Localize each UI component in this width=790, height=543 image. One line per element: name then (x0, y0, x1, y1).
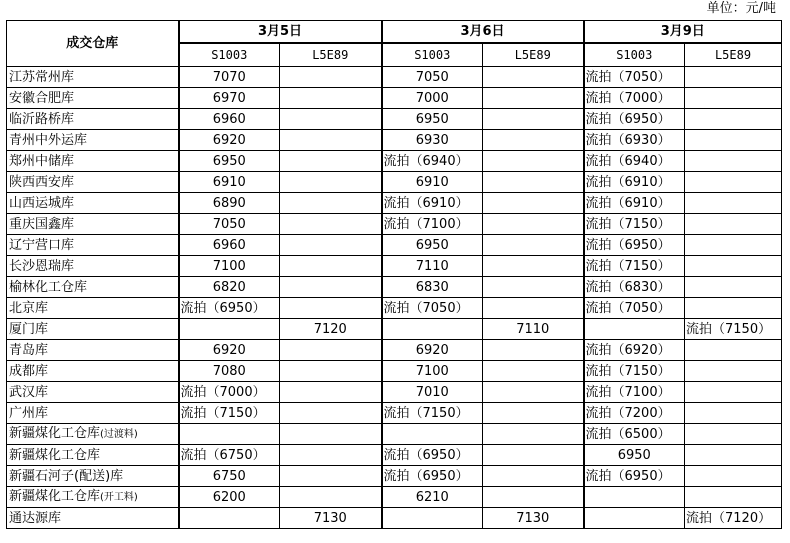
price-cell (685, 340, 782, 361)
warehouse-name-cell (7, 256, 179, 277)
price-cell (179, 424, 280, 445)
warehouse-name: 陕西西安库 (9, 174, 75, 190)
table-row (7, 319, 782, 340)
warehouse-name-cell (7, 172, 179, 193)
price-cell: 流拍（7100） (584, 382, 685, 403)
table-row (7, 361, 782, 382)
price-cell: 6950 (382, 109, 483, 130)
price-cell: 6960 (179, 109, 280, 130)
price-cell: 流拍（7050） (584, 298, 685, 319)
price-cell (280, 277, 382, 298)
price-cell (382, 424, 483, 445)
warehouse-name: 新疆石河子(配送)库 (9, 468, 124, 484)
table-row (7, 193, 782, 214)
table-row (7, 235, 782, 256)
price-cell: 6920 (179, 340, 280, 361)
warehouse-name: 临沂路桥库 (9, 111, 75, 127)
price-cell: 7000 (382, 88, 483, 109)
price-cell: 流拍（7120） (685, 508, 782, 529)
price-cell (685, 298, 782, 319)
price-cell (685, 445, 782, 466)
price-cell: 6920 (179, 130, 280, 151)
price-cell (483, 193, 584, 214)
price-cell (280, 487, 382, 508)
warehouse-name-cell (7, 319, 179, 340)
price-cell (685, 109, 782, 130)
price-cell (483, 340, 584, 361)
price-cell (584, 487, 685, 508)
price-cell (280, 172, 382, 193)
price-cell (280, 67, 382, 88)
price-cell: 流拍（7150） (584, 256, 685, 277)
price-cell: 6910 (179, 172, 280, 193)
price-cell: 流拍（6910） (584, 193, 685, 214)
warehouse-name-cell (7, 151, 179, 172)
price-cell: 7070 (179, 67, 280, 88)
table-row (7, 256, 782, 277)
price-cell (483, 424, 584, 445)
warehouse-name: 江苏常州库 (9, 69, 75, 85)
warehouse-name: 北京库 (9, 300, 49, 316)
table-row (7, 403, 782, 424)
table-row (7, 277, 782, 298)
table-row (7, 109, 782, 130)
price-cell (280, 109, 382, 130)
warehouse-name: 新疆煤化工仓库 (9, 426, 101, 441)
code-header: L5E89 (280, 43, 382, 67)
price-cell: 6960 (179, 235, 280, 256)
price-cell: 7010 (382, 382, 483, 403)
price-cell (685, 382, 782, 403)
price-cell (483, 445, 584, 466)
price-cell: 流拍（6500） (584, 424, 685, 445)
price-cell (280, 130, 382, 151)
warehouse-name: 山西运城库 (9, 195, 75, 211)
code-header: S1003 (584, 43, 685, 67)
warehouse-name: 长沙恩瑞库 (9, 258, 75, 274)
price-cell: 流拍（7000） (584, 88, 685, 109)
price-cell: 流拍（7150） (685, 319, 782, 340)
price-cell (280, 193, 382, 214)
price-cell (685, 214, 782, 235)
price-cell: 流拍（6830） (584, 277, 685, 298)
price-cell (483, 172, 584, 193)
price-cell (685, 277, 782, 298)
price-cell (179, 319, 280, 340)
price-cell: 流拍（6930） (584, 130, 685, 151)
table-row (7, 424, 782, 445)
code-header: L5E89 (483, 43, 584, 67)
price-cell (382, 508, 483, 529)
warehouse-name: 青州中外运库 (9, 132, 88, 148)
price-cell: 6210 (382, 487, 483, 508)
price-cell: 流拍（6950） (584, 109, 685, 130)
table-row (7, 382, 782, 403)
warehouse-name: 安徽合肥库 (9, 90, 75, 106)
date-header-mar6: 3月6日 (382, 21, 584, 44)
warehouse-name-cell (7, 403, 179, 424)
price-cell: 流拍（7050） (382, 298, 483, 319)
price-cell: 7100 (179, 256, 280, 277)
price-cell (483, 277, 584, 298)
warehouse-name-cell (7, 193, 179, 214)
price-cell (483, 298, 584, 319)
warehouse-name: 郑州中储库 (9, 153, 75, 169)
warehouse-name: 武汉库 (9, 384, 49, 400)
warehouse-name: 通达源库 (9, 510, 62, 526)
price-cell: 流拍（7150） (179, 403, 280, 424)
table-row (7, 88, 782, 109)
price-cell (483, 109, 584, 130)
warehouse-name: 新疆煤化工仓库 (9, 447, 101, 463)
price-cell: 6950 (179, 151, 280, 172)
table-body (7, 67, 782, 529)
price-cell (280, 466, 382, 487)
warehouse-note: (开工料) (100, 492, 138, 503)
price-cell (483, 487, 584, 508)
price-cell (483, 130, 584, 151)
table-row (7, 466, 782, 487)
warehouse-name: 榆林化工仓库 (9, 279, 88, 295)
price-cell (483, 151, 584, 172)
warehouse-name-cell (7, 130, 179, 151)
price-cell (280, 214, 382, 235)
table-row (7, 172, 782, 193)
price-cell (280, 298, 382, 319)
price-cell (280, 424, 382, 445)
price-cell: 6950 (382, 235, 483, 256)
code-header: L5E89 (685, 43, 782, 67)
table-row (7, 508, 782, 529)
price-cell: 7100 (382, 361, 483, 382)
table-row (7, 487, 782, 508)
price-cell (280, 256, 382, 277)
warehouse-name: 广州库 (9, 405, 49, 421)
price-cell (483, 67, 584, 88)
price-cell (685, 487, 782, 508)
price-cell: 6820 (179, 277, 280, 298)
warehouse-name: 重庆国鑫库 (9, 216, 75, 232)
auction-results-table (6, 20, 782, 529)
price-cell: 流拍（6910） (584, 172, 685, 193)
code-header: S1003 (179, 43, 280, 67)
warehouse-name-cell (7, 109, 179, 130)
price-cell (685, 67, 782, 88)
warehouse-name-cell (7, 67, 179, 88)
price-cell (584, 319, 685, 340)
warehouse-note: (过渡料) (100, 429, 138, 440)
price-cell: 流拍（7100） (382, 214, 483, 235)
price-cell (280, 235, 382, 256)
warehouse-name: 新疆煤化工仓库 (9, 489, 101, 504)
price-cell: 6910 (382, 172, 483, 193)
price-cell: 7130 (483, 508, 584, 529)
price-cell: 流拍（7200） (584, 403, 685, 424)
price-cell: 6750 (179, 466, 280, 487)
price-cell (280, 340, 382, 361)
price-cell: 流拍（7150） (382, 403, 483, 424)
price-cell (685, 361, 782, 382)
price-cell: 7130 (280, 508, 382, 529)
price-cell (179, 508, 280, 529)
warehouse-name-cell (7, 361, 179, 382)
price-cell: 6830 (382, 277, 483, 298)
price-cell (280, 403, 382, 424)
price-cell: 流拍（7150） (584, 214, 685, 235)
price-cell (483, 235, 584, 256)
price-cell (584, 508, 685, 529)
code-header: S1003 (382, 43, 483, 67)
price-cell (685, 256, 782, 277)
price-cell: 流拍（6950） (382, 445, 483, 466)
price-cell (685, 172, 782, 193)
table-row (7, 340, 782, 361)
price-cell (483, 214, 584, 235)
price-cell (483, 361, 584, 382)
price-cell: 7110 (382, 256, 483, 277)
price-cell: 流拍（6940） (382, 151, 483, 172)
warehouse-column-header: 成交仓库 (7, 21, 179, 67)
price-cell (382, 319, 483, 340)
price-cell (685, 130, 782, 151)
price-cell: 7080 (179, 361, 280, 382)
warehouse-name-cell (7, 445, 179, 466)
price-cell (280, 151, 382, 172)
warehouse-name: 青岛库 (9, 342, 49, 358)
price-cell (685, 88, 782, 109)
price-cell (280, 361, 382, 382)
warehouse-name: 厦门库 (9, 321, 49, 337)
price-cell (685, 235, 782, 256)
warehouse-name: 成都库 (9, 363, 49, 379)
price-cell: 流拍（6920） (584, 340, 685, 361)
warehouse-name-cell (7, 277, 179, 298)
table-row (7, 214, 782, 235)
price-cell: 流拍（6950） (584, 466, 685, 487)
warehouse-name-cell (7, 340, 179, 361)
price-cell (483, 88, 584, 109)
price-cell (483, 403, 584, 424)
warehouse-name-cell (7, 424, 179, 445)
warehouse-name: 辽宁营口库 (9, 237, 75, 253)
table-row (7, 445, 782, 466)
price-cell (685, 151, 782, 172)
price-cell: 流拍（6750） (179, 445, 280, 466)
price-cell: 6970 (179, 88, 280, 109)
warehouse-name-cell (7, 298, 179, 319)
price-cell (685, 193, 782, 214)
price-cell: 流拍（6910） (382, 193, 483, 214)
warehouse-name-cell (7, 214, 179, 235)
table-row (7, 151, 782, 172)
price-cell (483, 382, 584, 403)
table-row (7, 67, 782, 88)
table-row (7, 130, 782, 151)
price-cell: 7050 (382, 67, 483, 88)
price-cell (483, 256, 584, 277)
price-cell (483, 466, 584, 487)
warehouse-name-cell (7, 382, 179, 403)
date-header-mar5: 3月5日 (179, 21, 382, 44)
warehouse-name-cell (7, 466, 179, 487)
price-cell (280, 445, 382, 466)
price-cell: 6930 (382, 130, 483, 151)
price-cell (685, 424, 782, 445)
price-cell: 流拍（6950） (382, 466, 483, 487)
price-cell: 流拍（7150） (584, 361, 685, 382)
price-cell: 6200 (179, 487, 280, 508)
warehouse-name-cell (7, 235, 179, 256)
date-header-mar9: 3月9日 (584, 21, 782, 44)
price-cell: 流拍（6950） (584, 235, 685, 256)
price-cell (280, 88, 382, 109)
price-cell: 流拍（7000） (179, 382, 280, 403)
price-cell: 流拍（6940） (584, 151, 685, 172)
price-cell: 流拍（6950） (179, 298, 280, 319)
price-cell (685, 403, 782, 424)
unit-label: 单位：元/吨 (706, 1, 776, 16)
price-cell: 6890 (179, 193, 280, 214)
price-cell: 6920 (382, 340, 483, 361)
price-cell: 流拍（7050） (584, 67, 685, 88)
price-cell: 7110 (483, 319, 584, 340)
price-cell: 7120 (280, 319, 382, 340)
price-cell: 6950 (584, 445, 685, 466)
warehouse-name-cell (7, 508, 179, 529)
price-cell (685, 466, 782, 487)
price-cell (280, 382, 382, 403)
warehouse-name-cell (7, 487, 179, 508)
price-cell: 7050 (179, 214, 280, 235)
warehouse-name-cell (7, 88, 179, 109)
table-row (7, 298, 782, 319)
